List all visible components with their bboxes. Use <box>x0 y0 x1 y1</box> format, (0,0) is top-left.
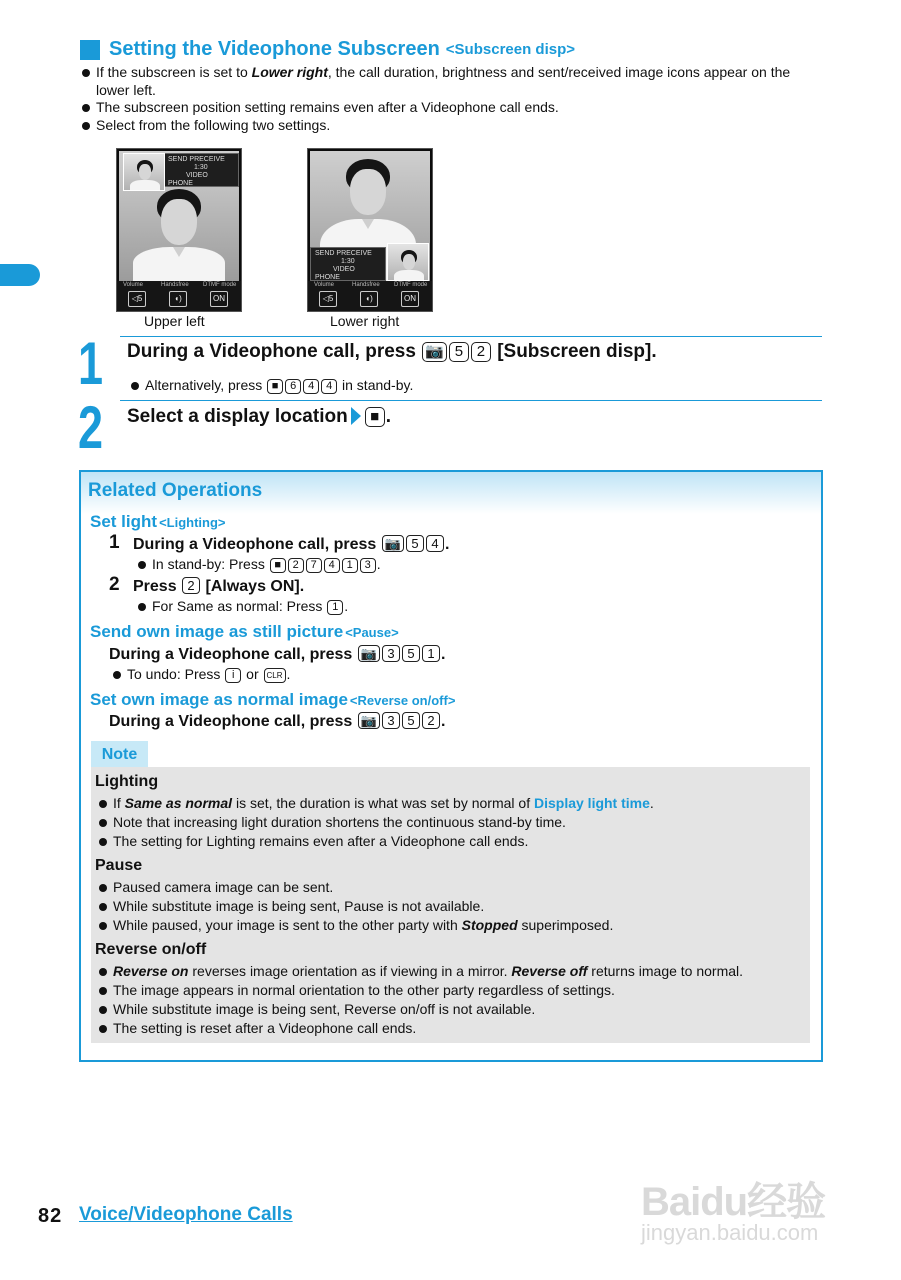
caption-upper-left: Upper left <box>144 313 205 329</box>
watermark-logo: Baidu经验 <box>641 1180 826 1224</box>
menu-key-icon: ■ <box>270 558 286 573</box>
key-1: 1 <box>422 645 440 662</box>
menu-key-icon: ■ <box>365 407 385 427</box>
op-pause-note: To undo: Press i or CLR . <box>111 666 290 683</box>
key-2: 2 <box>422 712 440 729</box>
phone-screenshot-lower-right <box>307 148 433 312</box>
op-pause-title: Send own image as still picture <Pause> <box>90 622 399 641</box>
note-item: While substitute image is being sent, Reverse on/off is not available. <box>97 1001 535 1017</box>
step-number: 1 <box>78 330 102 397</box>
volume-icon: ◁5 <box>128 291 146 307</box>
baidu-watermark <box>641 1150 841 1250</box>
clear-key-icon: CLR <box>264 668 286 683</box>
arrow-right-icon <box>351 407 361 425</box>
note-heading-pause: Pause <box>95 857 143 874</box>
key-2: 2 <box>471 342 491 362</box>
dtmf-on-icon: ON <box>401 291 419 307</box>
chapter-side-tab <box>0 264 40 286</box>
op-set-light-step-1: During a Videophone call, press 📷 5 4 . <box>133 536 450 553</box>
related-operations-header <box>81 472 821 514</box>
note-item: While substitute image is being sent, Pause is not available. <box>97 898 484 914</box>
step-divider <box>120 336 822 337</box>
note-item: The setting is reset after a Videophone call ends. <box>97 1020 416 1036</box>
section-title: Setting the Videophone Subscreen <box>109 38 440 60</box>
step-number: 2 <box>78 394 102 461</box>
key-5: 5 <box>402 712 420 729</box>
note-item: The setting for Lighting remains even after a Videophone call ends. <box>97 833 528 849</box>
video-screen <box>310 151 430 281</box>
key-7: 7 <box>306 558 322 573</box>
page-number: 82 <box>38 1205 63 1227</box>
op-set-light-note-2: For Same as normal: Press 1 . <box>136 598 348 615</box>
op-pause-step: During a Videophone call, press 📷 3 5 1 . <box>109 646 446 663</box>
key-4: 4 <box>321 379 337 394</box>
op-reverse-title: Set own image as normal image <Reverse on/off> <box>90 690 456 709</box>
step-2-instruction: Select a display location ■ . <box>127 406 391 427</box>
note-heading-lighting: Lighting <box>95 773 159 790</box>
op-set-light-title: Set light <Lighting> <box>90 512 226 531</box>
key-5: 5 <box>406 535 424 552</box>
key-3: 3 <box>360 558 376 573</box>
call-status-panel: SEND PRECEIVE 1:30 VIDEO PHONE <box>163 153 239 187</box>
handsfree-icon: ◖) <box>360 291 378 307</box>
key-1: 1 <box>327 600 343 615</box>
caption-lower-right: Lower right <box>330 313 400 329</box>
note-item: Note that increasing light duration shortens the continuous stand-by time. <box>97 814 566 830</box>
note-box <box>91 767 810 1043</box>
step-1-instruction: During a Videophone call, press 📷 5 2 [Subscreen disp]. <box>127 341 657 362</box>
camera-key-icon: 📷 <box>358 645 380 662</box>
watermark-url: jingyan.baidu.com <box>641 1220 819 1245</box>
section-bullets <box>80 64 825 134</box>
display-light-time-link[interactable]: Display light time <box>533 795 650 811</box>
related-operations-title: Related Operations <box>88 480 263 501</box>
section-tag: <Subscreen disp> <box>445 41 576 58</box>
op-set-light-step-2: Press 2 [Always ON]. <box>133 578 305 595</box>
note-heading-reverse: Reverse on/off <box>95 941 207 958</box>
control-bar: Volume Handsfree DTMF mode ◁5 ◖) ON <box>117 281 241 311</box>
key-4: 4 <box>426 535 444 552</box>
note-tab: Note <box>91 741 148 768</box>
key-5: 5 <box>402 645 420 662</box>
note-item: The image appears in normal orientation to the other party regardless of settings. <box>97 982 615 998</box>
note-item: If Same as normal is set, the duration is what was set by normal of Display light time. <box>97 795 654 811</box>
volume-icon: ◁5 <box>319 291 337 307</box>
op-step-number: 1 <box>109 532 120 553</box>
key-5: 5 <box>449 342 469 362</box>
section-header <box>80 38 575 61</box>
key-6: 6 <box>285 379 301 394</box>
note-item: While paused, your image is sent to the other party with Stopped superimposed. <box>97 917 613 933</box>
section-marker <box>80 40 100 60</box>
subscreen-thumbnail <box>123 153 165 191</box>
info-key-icon: i <box>225 668 241 683</box>
camera-key-icon: 📷 <box>358 712 380 729</box>
bullet-item: The subscreen position setting remains even after a Videophone call ends. <box>80 99 825 117</box>
dtmf-on-icon: ON <box>210 291 228 307</box>
op-set-light-note-1: In stand-by: Press ■ 2 7 4 1 3 . <box>136 556 381 573</box>
note-item: Reverse on reverses image orientation as if viewing in a mirror. Reverse off returns image to normal. <box>97 963 743 979</box>
control-bar: Volume Handsfree DTMF mode ◁5 ◖) ON <box>308 281 432 311</box>
key-3: 3 <box>382 645 400 662</box>
bullet-item: If the subscreen is set to Lower right, the call duration, brightness and sent/received image icons appear on the lower left. <box>80 64 825 99</box>
key-1: 1 <box>342 558 358 573</box>
key-4: 4 <box>324 558 340 573</box>
phone-screenshot-upper-left <box>116 148 242 312</box>
call-status-panel: SEND PRECEIVE 1:30 VIDEO PHONE <box>310 247 386 281</box>
step-divider <box>120 400 822 401</box>
menu-key-icon: ■ <box>267 379 283 394</box>
bullet-item: Select from the following two settings. <box>80 117 825 135</box>
key-2: 2 <box>182 577 200 594</box>
op-step-number: 2 <box>109 574 120 595</box>
key-3: 3 <box>382 712 400 729</box>
note-item: Paused camera image can be sent. <box>97 879 333 895</box>
key-2: 2 <box>288 558 304 573</box>
op-reverse-step: During a Videophone call, press 📷 3 5 2 . <box>109 713 446 730</box>
camera-key-icon: 📷 <box>422 342 447 362</box>
subscreen-thumbnail <box>387 243 429 281</box>
handsfree-icon: ◖) <box>169 291 187 307</box>
camera-key-icon: 📷 <box>382 535 404 552</box>
chapter-link[interactable]: Voice/Videophone Calls <box>79 1204 293 1225</box>
key-4: 4 <box>303 379 319 394</box>
step-1-note: Alternatively, press ■ 6 4 4 in stand-by. <box>129 377 413 394</box>
video-screen <box>119 151 239 281</box>
